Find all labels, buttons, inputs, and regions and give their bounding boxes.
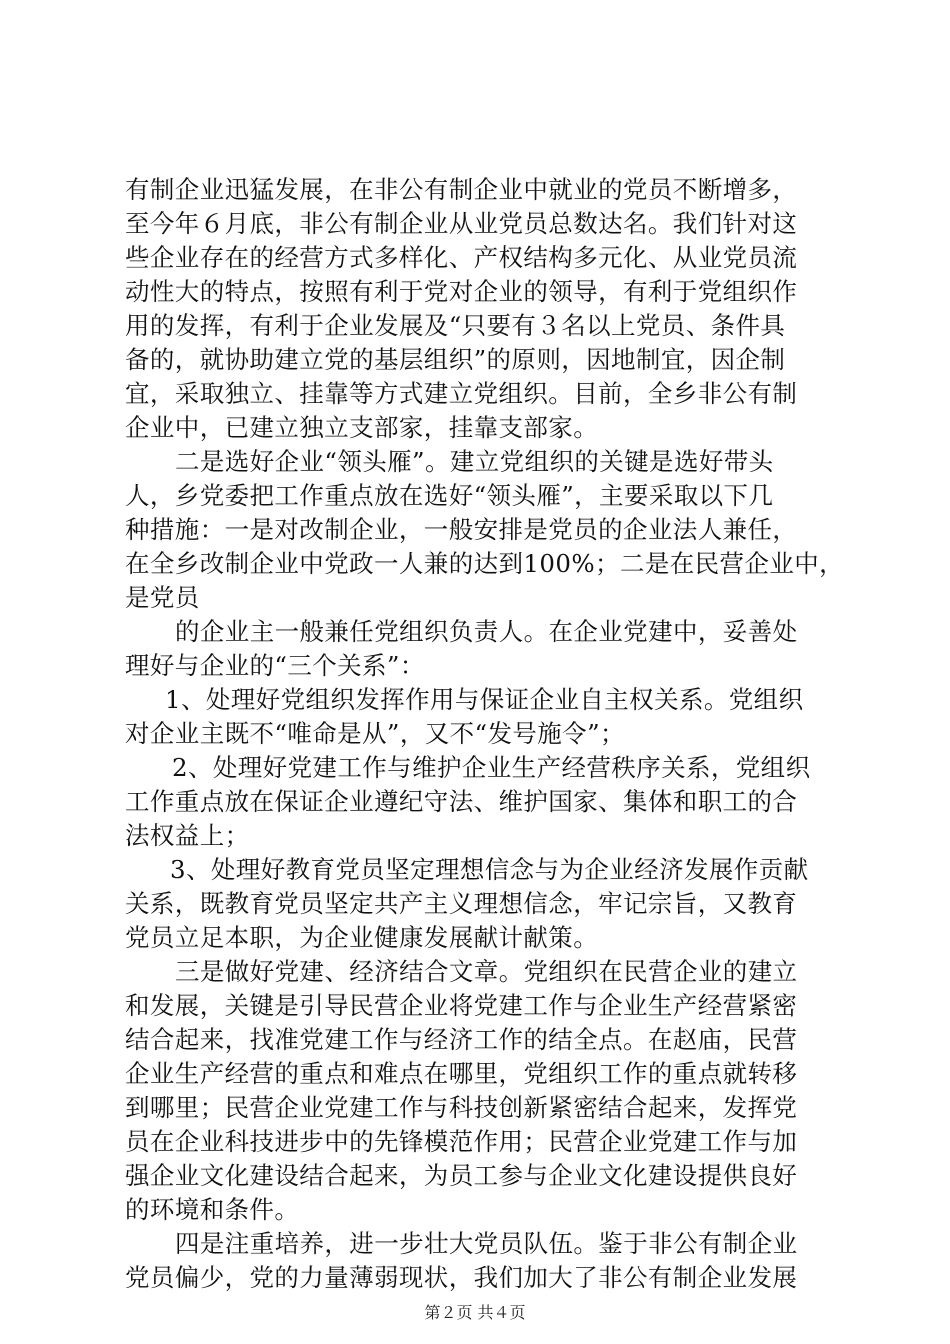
paragraph-first-line: 二是选好企业“领头雁”。建立党组织的关键是选好带头 (175, 447, 774, 476)
text-line: 企业生产经营的重点和难点在哪里，党组织工作的重点就转移 (125, 1059, 798, 1088)
list-item-first-line: 2、处理好党建工作与维护企业生产经营秩序关系，党组织 (172, 753, 811, 782)
text-line: 种措施：一是对改制企业，一般安排是党员的企业法人兼任， (125, 515, 798, 544)
text-line: 到哪里；民营企业党建工作与科技创新紧密结合起来，发挥党 (125, 1093, 798, 1122)
text-line: 和发展，关键是引导民营企业将党建工作与企业生产经营紧密 (125, 991, 798, 1020)
text-line: 在全乡改制企业中党政一人兼的达到100%；二是在民营企业中， (125, 549, 845, 578)
text-line: 强企业文化建设结合起来，为员工参与企业文化建设提供良好 (125, 1161, 798, 1190)
list-item-first-line: 1、处理好党组织发挥作用与保证企业自主权关系。党组织 (165, 685, 804, 714)
text-line: 工作重点放在保证企业遵纪守法、维护国家、集体和职工的合 (125, 787, 798, 816)
text-line: 些企业存在的经营方式多样化、产权结构多元化、从业党员流 (125, 243, 798, 272)
text-line: 动性大的特点，按照有利于党对企业的领导，有利于党组织作 (125, 277, 798, 306)
text-line: 至今年６月底，非公有制企业从业党员总数达名。我们针对这 (125, 209, 798, 238)
text-line: 人，乡党委把工作重点放在选好“领头雁”，主要采取以下几 (125, 481, 774, 510)
list-item-first-line: 3、处理好教育党员坚定理想信念与为企业经济发展作贡献 (170, 855, 809, 884)
paragraph-first-line: 四是注重培养，进一步壮大党员队伍。鉴于非公有制企业 (175, 1229, 798, 1258)
text-line: 法权益上； (125, 821, 250, 850)
text-line: 用的发挥，有利于企业发展及“只要有３名以上党员、条件具 (125, 311, 786, 340)
text-line: 员在企业科技进步中的先锋模范作用；民营企业党建工作与加 (125, 1127, 798, 1156)
page-footer: 第２页 共４页 (424, 1303, 526, 1322)
text-line: 备的，就协助建立党的基层组织”的原则，因地制宜，因企制 (125, 345, 786, 374)
paragraph-first-line: 的企业主一般兼任党组织负责人。在企业党建中，妥善处 (175, 617, 798, 646)
text-line: 的环境和条件。 (125, 1195, 300, 1224)
text-line: 理好与企业的“三个关系”： (125, 651, 425, 680)
text-line: 党员偏少，党的力量薄弱现状，我们加大了非公有制企业发展 (125, 1263, 798, 1292)
paragraph-first-line: 三是做好党建、经济结合文章。党组织在民营企业的建立 (175, 957, 798, 986)
text-line: 党员立足本职，为企业健康发展献计献策。 (125, 923, 599, 952)
text-line: 对企业主既不“唯命是从”，又不“发号施令”； (125, 719, 625, 748)
text-line: 是党员 (125, 583, 200, 612)
text-line: 关系，既教育党员坚定共产主义理想信念，牢记宗旨，又教育 (125, 889, 798, 918)
text-line: 宜，采取独立、挂靠等方式建立党组织。目前，全乡非公有制 (125, 379, 798, 408)
text-line: 结合起来，找准党建工作与经济工作的结全点。在赵庙，民营 (125, 1025, 798, 1054)
text-line: 有制企业迅猛发展，在非公有制企业中就业的党员不断增多， (125, 175, 798, 204)
text-line: 企业中，已建立独立支部家，挂靠支部家。 (125, 413, 599, 442)
